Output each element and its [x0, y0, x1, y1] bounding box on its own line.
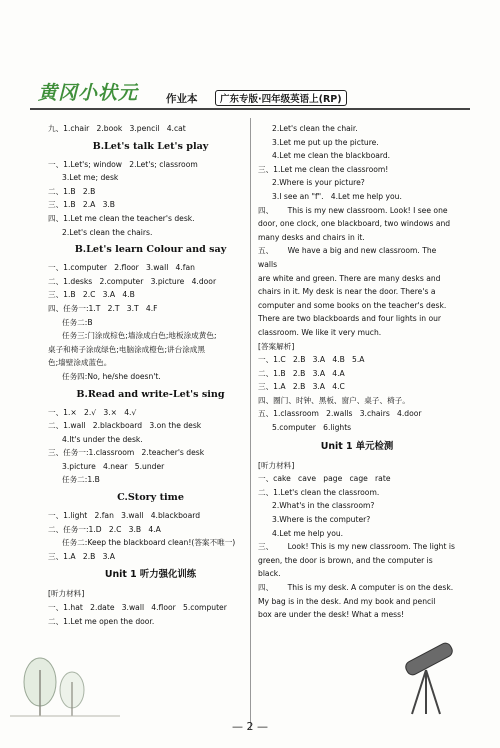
answer-line: 五、 We have a big and new classroom. The walls: [258, 246, 439, 269]
answer-line: 色;墙壁涂成蓝色。: [48, 358, 112, 368]
answer-line: 2.Let's clean the chairs.: [62, 227, 153, 237]
answer-line: 一、1.light 2.fan 3.wall 4.blackboard: [48, 511, 201, 521]
answer-line: 任务二:Keep the blackboard clean!(答案不唯一): [62, 538, 236, 548]
answer-line: 4.Let me clean the blackboard.: [272, 151, 391, 161]
answer-line: 3.Let me put up the picture.: [272, 137, 379, 147]
answer-line: 3.Let me; desk: [62, 173, 119, 183]
header-rule: [30, 108, 470, 110]
answer-line: 4.Let me help you.: [272, 528, 344, 538]
answer-line: 三、 Look! This is my new classroom. The light is: [258, 542, 455, 552]
answer-line: 三、任务一:1.classroom 2.teacher's desk: [48, 448, 205, 458]
series-logo: 黄冈小状元: [38, 82, 139, 104]
trees-illustration: [10, 640, 120, 720]
answer-line: door, one clock, one blackboard, two windows and: [258, 219, 451, 229]
answer-line: 任务二:B: [62, 317, 93, 327]
telescope-illustration: [396, 640, 466, 720]
answer-line: 九、1.chair 2.book 3.pencil 4.cat: [48, 124, 186, 133]
answer-line: 桌子和椅子涂成绿色;电脑涂成橙色;讲台涂成黑: [48, 344, 205, 354]
answer-line: computer and some books on the teacher's desk.: [258, 300, 447, 310]
answer-line: 2.What's in the classroom?: [272, 501, 375, 511]
answer-line: My bag is in the desk. And my book and pencil: [258, 596, 436, 606]
answer-line: 一、cake cave page cage rate: [258, 474, 391, 484]
answer-line: chairs in it. My desk is near the door. There's a: [258, 287, 436, 297]
answer-line: 四、1.Let me clean the teacher's desk.: [48, 213, 195, 223]
column-divider: [250, 118, 251, 730]
answer-line: [听力材料]: [258, 460, 295, 470]
answer-line: 一、1.Let's; window 2.Let's; classroom: [48, 159, 198, 169]
section-heading: B.Let's talk Let's play: [92, 140, 209, 152]
answer-line: 3.picture 4.near 5.under: [62, 461, 165, 471]
answer-line: 二、1.wall 2.blackboard 3.on the desk: [48, 421, 202, 431]
answer-line: 4.It's under the desk.: [62, 434, 143, 444]
answer-line: many desks and chairs in it.: [258, 232, 365, 242]
answer-line: 二、任务一:1.D 2.C 3.B 4.A: [48, 524, 161, 534]
page-number: — 2 —: [232, 720, 268, 733]
answer-line: classroom. We like it very much.: [258, 327, 382, 337]
answer-line: [答案解析]: [258, 341, 295, 351]
answer-line: 二、1.Let me open the door.: [48, 616, 155, 626]
answer-line: 二、1.desks 2.computer 3.picture 4.door: [48, 276, 217, 286]
answer-line: box are under the desk! What a mess!: [258, 610, 405, 620]
answer-line: 三、1.B 2.C 3.A 4.B: [48, 290, 135, 300]
answer-line: [听力材料]: [48, 589, 85, 599]
answer-line: 三、1.B 2.A 3.B: [48, 200, 116, 210]
answer-line: 三、1.Let me clean the classroom!: [258, 164, 389, 174]
answer-column-right: [258, 122, 456, 622]
answer-line: 一、1.× 2.√ 3.× 4.√: [48, 407, 137, 417]
unit-heading: Unit 1 听力强化训练: [104, 569, 197, 581]
answer-line: There are two blackboards and four lights in our: [258, 314, 442, 324]
answer-line: 3.I see an "f". 4.Let me help you.: [272, 191, 402, 201]
answer-line: 四、圈门、时钟、黑板、窗户、桌子、椅子。: [258, 395, 410, 405]
answer-line: 三、1.A 2.B 3.A: [48, 551, 116, 561]
section-heading: B.Let's learn Colour and say: [74, 244, 227, 256]
answer-line: 一、1.C 2.B 3.A 4.B 5.A: [258, 355, 365, 365]
answer-line: 任务四:No, he/she doesn't.: [62, 371, 161, 381]
answer-line: 三、1.A 2.B 3.A 4.C: [258, 382, 345, 392]
answer-line: 四、任务一:1.T 2.T 3.T 4.F: [48, 303, 158, 313]
answer-line: 任务二:1.B: [62, 475, 100, 485]
answer-column-left: [48, 122, 253, 628]
answer-line: 2.Where is your picture?: [272, 178, 365, 188]
answer-line: 2.Let's clean the chair.: [272, 124, 358, 133]
section-heading: C.Story time: [117, 492, 184, 504]
answer-line: 四、 This is my desk. A computer is on the desk.: [258, 583, 454, 592]
answer-line: 一、1.hat 2.date 3.wall 4.floor 5.computer: [48, 603, 227, 613]
section-heading: B.Read and write-Let's sing: [76, 388, 225, 400]
answer-line: are white and green. There are many desks and: [258, 273, 441, 283]
answer-line: 四、 This is my new classroom. Look! I see one: [258, 205, 448, 215]
answer-line: 五、1.classroom 2.walls 3.chairs 4.door: [258, 409, 422, 419]
answer-line: 任务三:门涂成棕色;墙涂成白色;地板涂成黄色;: [62, 331, 217, 341]
book-title: 作业本: [166, 93, 198, 105]
answer-line: 5.computer 6.lights: [272, 423, 352, 433]
answer-line: 二、1.B 2.B 3.A 4.A: [258, 368, 345, 378]
answer-line: 二、1.B 2.B: [48, 186, 96, 196]
page-header: [0, 72, 500, 116]
unit-heading: Unit 1 单元检测: [320, 440, 394, 452]
answer-line: 一、1.computer 2.floor 3.wall 4.fan: [48, 263, 195, 273]
answer-line: 3.Where is the computer?: [272, 515, 371, 525]
answer-line: green, the door is brown, and the computer is: [258, 555, 433, 565]
answer-line: black.: [258, 569, 281, 579]
edition-badge: 广东专版·四年级英语上(RP): [215, 90, 347, 106]
answer-line: 二、1.Let's clean the classroom.: [258, 487, 380, 497]
